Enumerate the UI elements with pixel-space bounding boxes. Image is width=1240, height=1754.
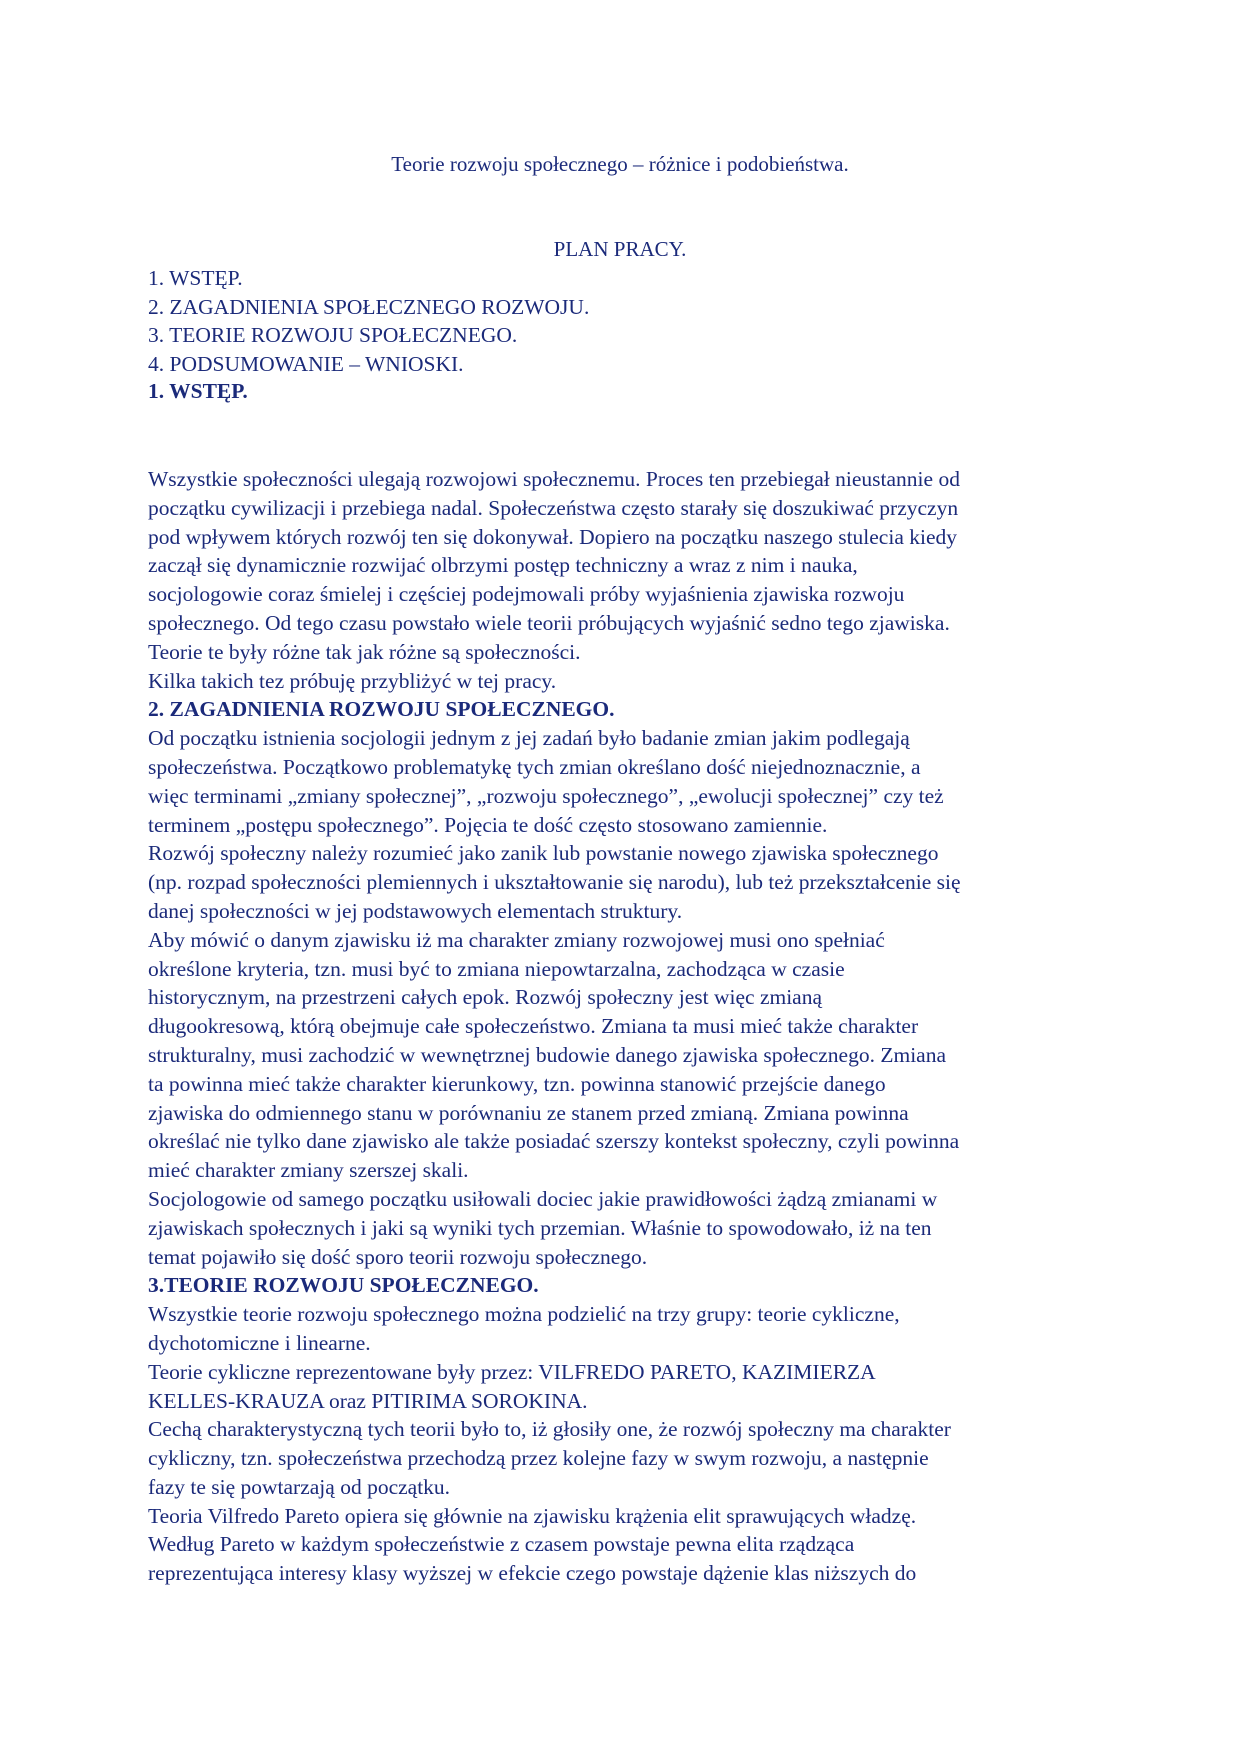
text-line: Cechą charakterystyczną tych teorii było to, iż głosiły one, że rozwój społeczny ma charakter <box>148 1417 951 1442</box>
text-line: zjawiskach społecznych i jaki są wyniki tych przemian. Właśnie to spowodowało, iż na ten <box>148 1215 932 1240</box>
text-line: Rozwój społeczny należy rozumieć jako zanik lub powstanie nowego zjawiska społecznego <box>148 841 939 866</box>
plan-item: 4. PODSUMOWANIE – WNIOSKI. <box>148 351 464 376</box>
text-line: określać nie tylko dane zjawisko ale także posiadać szerszy kontekst społeczny, czyli powinna <box>148 1129 960 1154</box>
section3-heading: 3.TEORIE ROZWOJU SPOŁECZNEGO. <box>148 1273 539 1298</box>
text-line: ta powinna mieć także charakter kierunkowy, tzn. powinna stanowić przejście danego <box>148 1071 886 1096</box>
text-line: określone kryteria, tzn. musi być to zmiana niepowtarzalna, zachodząca w czasie <box>148 956 845 981</box>
text-line: temat pojawiło się dość sporo teorii rozwoju społecznego. <box>148 1244 648 1269</box>
text-line: KELLES-KRAUZA oraz PITIRIMA SOROKINA. <box>148 1388 588 1413</box>
text-line: Od początku istnienia socjologii jednym z jej zadań było badanie zmian jakim podlegają <box>148 726 910 751</box>
plan-item: 3. TEORIE ROZWOJU SPOŁECZNEGO. <box>148 323 518 347</box>
text-line: Kilka takich tez próbuję przybliżyć w tej pracy. <box>148 668 557 693</box>
section1-body <box>148 465 1098 1588</box>
text-line: historycznym, na przestrzeni całych epok. Rozwój społeczny jest więc zmianą <box>148 985 823 1010</box>
text-line: strukturalny, musi zachodzić w wewnętrznej budowie danego zjawiska społecznego. Zmiana <box>148 1042 947 1067</box>
text-line: Wszystkie społeczności ulegają rozwojowi społecznemu. Proces ten przebiegał nieustannie od <box>148 467 960 491</box>
plan-list <box>148 264 589 378</box>
plan-item: 2. ZAGADNIENIA SPOŁECZNEGO ROZWOJU. <box>148 294 590 319</box>
text-line: reprezentująca interesy klasy wyższej w efekcie czego powstaje dążenie klas niższych do <box>148 1561 917 1586</box>
text-line: fazy te się powtarzają od początku. <box>148 1474 451 1499</box>
text-line: dychotomiczne i linearne. <box>148 1330 371 1355</box>
text-line: Teorie cykliczne reprezentowane były przez: VILFREDO PARETO, KAZIMIERZA <box>148 1359 876 1384</box>
plan-item: 1. WSTĘP. <box>148 266 243 290</box>
text-line: socjologowie coraz śmielej i częściej podejmowali próby wyjaśnienia zjawiska rozwoju <box>148 582 905 607</box>
text-line: Według Pareto w każdym społeczeństwie z czasem powstaje pewna elita rządząca <box>148 1532 855 1557</box>
text-line: Teorie te były różne tak jak różne są społeczności. <box>148 639 581 664</box>
text-line: zaczął się dynamicznie rozwijać olbrzymi postęp techniczny a wraz z nim i nauka, <box>148 553 858 578</box>
document-title: Teorie rozwoju społecznego – różnice i podobieństwa. <box>391 152 849 176</box>
text-line: długookresową, którą obejmuje całe społeczeństwo. Zmiana ta musi mieć także charakter <box>148 1014 919 1039</box>
text-line: społecznego. Od tego czasu powstało wiele teorii próbujących wyjaśnić sedno tego zjawiska. <box>148 610 950 635</box>
text-line: danej społeczności w jej podstawowych elementach struktury. <box>148 898 683 923</box>
text-line: Teoria Vilfredo Pareto opiera się głównie na zjawisku krążenia elit sprawujących władzę. <box>148 1503 917 1528</box>
text-line: (np. rozpad społeczności plemiennych i ukształtowanie się narodu), lub też przekształcenie się <box>148 870 961 895</box>
text-line: Aby mówić o danym zjawisku iż ma charakter zmiany rozwojowej musi ono spełniać <box>148 927 885 952</box>
text-line: mieć charakter zmiany szerszej skali. <box>148 1158 469 1183</box>
section2-heading: 2. ZAGADNIENIA ROZWOJU SPOŁECZNEGO. <box>148 697 615 722</box>
text-line: terminem „postępu społecznego”. Pojęcia te dość często stosowano zamiennie. <box>148 812 828 837</box>
text-line: Socjologowie od samego początku usiłowali dociec jakie prawidłowości żądzą zmianami w <box>148 1186 938 1211</box>
text-line: zjawiska do odmiennego stanu w porównaniu ze stanem przed zmianą. Zmiana powinna <box>148 1100 909 1125</box>
text-line: społeczeństwa. Początkowo problematykę tych zmian określano dość niejednoznacznie, a <box>148 754 921 779</box>
text-line: pod wpływem których rozwój ten się dokonywał. Dopiero na początku naszego stulecia kiedy <box>148 524 958 549</box>
text-line: Wszystkie teorie rozwoju społecznego można podzielić na trzy grupy: teorie cykliczne, <box>148 1302 900 1327</box>
section1-heading: 1. WSTĘP. <box>148 379 248 403</box>
text-line: więc terminami „zmiany społecznej”, „rozwoju społecznego”, „ewolucji społecznej” czy też <box>148 783 944 808</box>
text-line: początku cywilizacji i przebiega nadal. Społeczeństwa często starały się doszukiwać przyczyn <box>148 495 959 520</box>
plan-heading: PLAN PRACY. <box>553 237 687 261</box>
text-line: cykliczny, tzn. społeczeństwa przechodzą przez kolejne fazy w swym rozwoju, a następnie <box>148 1446 929 1471</box>
